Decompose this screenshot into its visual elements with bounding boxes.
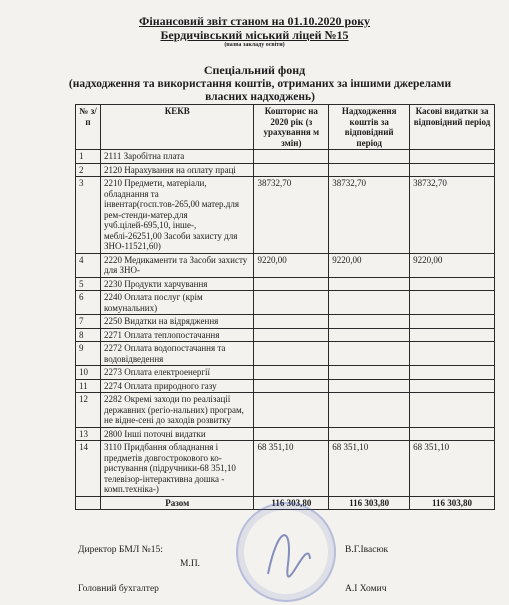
header-no: № з/п [76,105,101,150]
total-expenses: 116 303,80 [410,496,495,510]
row-kekv: 2250 Видатки на відрядження [101,315,254,329]
row-kekv: 2220 Медикаменти та Засоби захисту для ЗНО- [101,253,254,277]
table-row [76,315,495,329]
row-expenses [410,379,495,393]
total-receipts: 116 303,80 [329,496,410,510]
finance-table [75,104,495,510]
row-budget [254,427,329,441]
row-receipts [329,342,410,366]
signature-scribble-icon [238,504,334,600]
row-no: 1 [76,150,101,164]
row-budget: 68 351,10 [254,441,329,497]
row-receipts [329,277,410,291]
header-receipts: Надходження коштів за відповідний період [329,105,410,150]
row-budget [254,163,329,177]
table-row [76,441,495,497]
row-no: 3 [76,177,101,254]
row-budget [254,379,329,393]
row-expenses [410,427,495,441]
row-receipts [329,315,410,329]
row-kekv: 2273 Оплата електроенергії [101,366,254,380]
table-row [76,253,495,277]
row-kekv: 2240 Оплата послуг (крім комунальних) [101,291,254,315]
report-title: Фінансовий звіт станом на 01.10.2020 року [139,14,370,28]
table-row [76,150,495,164]
row-expenses [410,291,495,315]
row-expenses [410,150,495,164]
row-no: 14 [76,441,101,497]
row-receipts: 38732,70 [329,177,410,254]
row-no: 7 [76,315,101,329]
row-no: 13 [76,427,101,441]
row-budget [254,150,329,164]
row-receipts [329,291,410,315]
row-expenses [410,328,495,342]
row-kekv: 3110 Придбання обладнання і предметів довгострокового ко-ристування (підручники-68 351,10 телевізор-інтерактивна дошка - комп.техніка-) [101,441,254,497]
row-budget [254,277,329,291]
row-budget [254,393,329,428]
row-kekv: 2111 Заробітна плата [101,150,254,164]
table-row [76,393,495,428]
row-receipts [329,150,410,164]
row-no: 10 [76,366,101,380]
row-kekv: 2274 Оплата природного газу [101,379,254,393]
institution-caption: (назва закладу освіти) [224,42,285,48]
header-expenses: Касові видатки за відповідний період [410,105,495,150]
row-expenses [410,393,495,428]
table-row [76,342,495,366]
row-kekv: 2282 Окремі заходи по реалізації державних (регіо-нальних) програм, не відне-сені до заходів розвитку [101,393,254,428]
row-budget: 9220,00 [254,253,329,277]
fund-subtitle: (надходження та використання коштів, отриманих за іншими джерелами власних надходжень) [68,78,452,103]
accountant-label: Головний бухгалтер [78,584,159,594]
row-budget [254,366,329,380]
table-row [76,291,495,315]
row-receipts [329,379,410,393]
row-no: 2 [76,163,101,177]
table-row [76,366,495,380]
table-row [76,277,495,291]
row-kekv: 2800 Інші поточні видатки [101,427,254,441]
accountant-name: А.І Хомич [345,584,387,594]
row-kekv: 2210 Предмети, матеріали, обладнання та інвентар(госп.тов-265,00 матер.для рем-стенди-матер.для учб.цілей-695,10, інше-, меблі-26251,00 Засоби захисту для ЗНО-11521,60) [101,177,254,254]
row-expenses: 9220,00 [410,253,495,277]
row-no: 4 [76,253,101,277]
table-row [76,427,495,441]
row-no: 5 [76,277,101,291]
row-budget [254,328,329,342]
row-budget: 38732,70 [254,177,329,254]
row-receipts [329,328,410,342]
total-label: Разом [101,496,254,510]
row-receipts: 9220,00 [329,253,410,277]
row-receipts: 68 351,10 [329,441,410,497]
official-stamp [236,502,336,602]
stamp-place-label: М.П. [180,559,201,569]
row-expenses [410,366,495,380]
row-no: 11 [76,379,101,393]
row-kekv: 2120 Нарахування на оплату праці [101,163,254,177]
row-kekv: 2272 Оплата водопостачання та водовідведення [101,342,254,366]
table-row [76,328,495,342]
row-no: 8 [76,328,101,342]
fund-title: Спеціальний фонд [203,63,306,77]
row-receipts [329,427,410,441]
director-name: В.Г.Івасюк [345,545,389,555]
row-expenses [410,163,495,177]
row-receipts [329,393,410,428]
row-receipts [329,163,410,177]
table-header-row [76,105,495,150]
row-kekv: 2271 Оплата теплопостачання [101,328,254,342]
row-budget [254,291,329,315]
row-expenses [410,342,495,366]
row-expenses: 68 351,10 [410,441,495,497]
header-kekv: КЕКВ [101,105,254,150]
row-receipts [329,366,410,380]
institution-name: Бердичівський міський ліцей №15 [160,28,349,42]
row-expenses [410,315,495,329]
row-kekv: 2230 Продукти харчування [101,277,254,291]
total-budget: 116 303,80 [254,496,329,510]
header-budget: Кошторис на 2020 рік (з урахування м змін) [254,105,329,150]
table-row [76,379,495,393]
table-row [76,163,495,177]
row-budget [254,342,329,366]
total-no-cell [76,496,101,510]
row-expenses: 38732,70 [410,177,495,254]
row-budget [254,315,329,329]
director-label: Директор БМЛ №15: [78,545,163,555]
row-expenses [410,277,495,291]
table-row [76,177,495,254]
row-no: 9 [76,342,101,366]
row-no: 6 [76,291,101,315]
row-no: 12 [76,393,101,428]
